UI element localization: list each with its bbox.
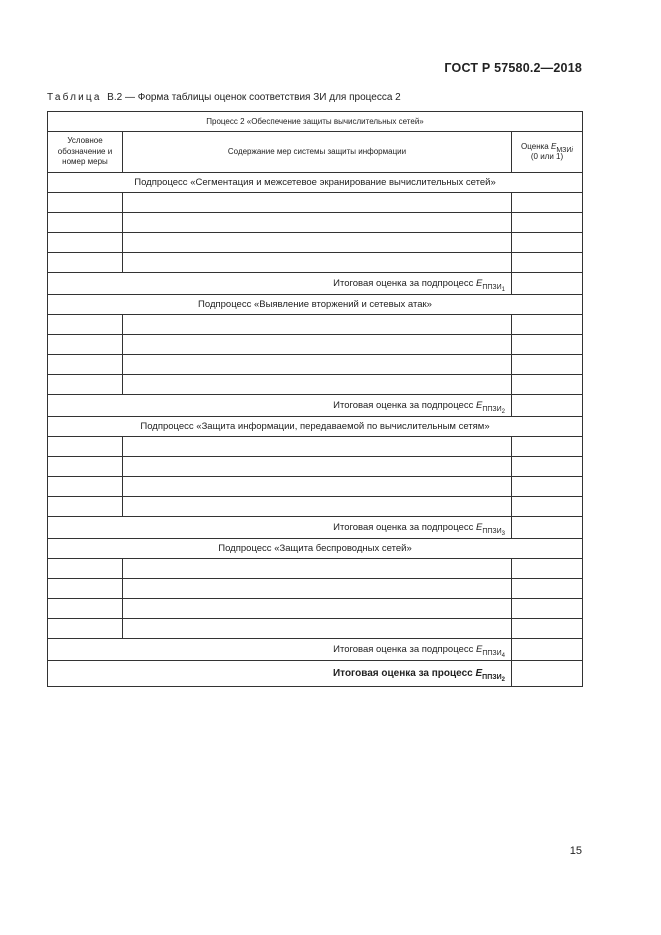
table-caption — [47, 92, 401, 103]
subprocess-row — [48, 173, 583, 193]
content-cell[interactable] — [123, 477, 512, 497]
table-row — [48, 315, 583, 335]
table-row — [48, 193, 583, 213]
score-cell[interactable] — [512, 437, 583, 457]
score-symbol: E — [550, 141, 557, 151]
code-cell[interactable] — [48, 315, 123, 335]
subprocess-total-label: Итоговая оценка за подпроцесс $E_{ППЗИ_2}$ — [48, 395, 512, 417]
table-row — [48, 253, 583, 273]
table-row — [48, 497, 583, 517]
subprocess-row — [48, 295, 583, 315]
score-cell[interactable] — [512, 619, 583, 639]
code-cell[interactable] — [48, 559, 123, 579]
code-cell[interactable] — [48, 457, 123, 477]
score-cell[interactable] — [512, 457, 583, 477]
code-cell[interactable] — [48, 335, 123, 355]
subprocess-total-score[interactable] — [512, 517, 583, 539]
score-subscript: МЗИ — [556, 146, 572, 154]
process-total-score[interactable] — [512, 661, 583, 687]
subprocess-total-label: Итоговая оценка за подпроцесс $E_{ППЗИ_1}$ — [48, 273, 512, 295]
subprocess-total-score[interactable] — [512, 273, 583, 295]
content-cell[interactable] — [123, 619, 512, 639]
content-cell[interactable] — [123, 193, 512, 213]
subprocess-title: Подпроцесс «Защита беспроводных сетей» — [48, 539, 583, 559]
caption-label: Таблица — [47, 92, 102, 103]
table-row — [48, 599, 583, 619]
score-cell[interactable] — [512, 253, 583, 273]
table-row — [48, 559, 583, 579]
code-cell[interactable] — [48, 193, 123, 213]
content-cell[interactable] — [123, 355, 512, 375]
score-subscript-index: i — [571, 146, 573, 154]
score-cell[interactable] — [512, 315, 583, 335]
subprocess-total-score[interactable] — [512, 639, 583, 661]
table-row — [48, 233, 583, 253]
table-row — [48, 477, 583, 497]
content-cell[interactable] — [123, 315, 512, 335]
content-cell[interactable] — [123, 335, 512, 355]
score-cell[interactable] — [512, 233, 583, 253]
content-cell[interactable] — [123, 233, 512, 253]
score-cell[interactable] — [512, 497, 583, 517]
score-range: (0 или 1) — [530, 152, 564, 161]
table-row — [48, 579, 583, 599]
code-cell[interactable] — [48, 355, 123, 375]
caption-number: В.2 — [107, 92, 123, 103]
column-header-code: Условное обозначение и номер меры — [48, 132, 123, 173]
code-cell[interactable] — [48, 233, 123, 253]
code-cell[interactable] — [48, 619, 123, 639]
code-cell[interactable] — [48, 375, 123, 395]
content-cell[interactable] — [123, 253, 512, 273]
table-row — [48, 457, 583, 477]
process-total-label: Итоговая оценка за процесс $E_{ППЗИ_2}$ — [48, 661, 512, 687]
column-header-score — [512, 132, 583, 173]
subprocess-row — [48, 417, 583, 437]
content-cell[interactable] — [123, 599, 512, 619]
content-cell[interactable] — [123, 497, 512, 517]
code-cell[interactable] — [48, 497, 123, 517]
content-cell[interactable] — [123, 375, 512, 395]
subprocess-row — [48, 539, 583, 559]
page-number: 15 — [569, 845, 582, 857]
standard-number: ГОСТ Р 57580.2—2018 — [444, 61, 582, 75]
header-row — [48, 132, 583, 173]
code-cell[interactable] — [48, 253, 123, 273]
content-cell[interactable] — [123, 579, 512, 599]
table-row — [48, 437, 583, 457]
score-cell[interactable] — [512, 375, 583, 395]
process-title-row — [48, 112, 583, 132]
table-row — [48, 619, 583, 639]
code-cell[interactable] — [48, 477, 123, 497]
subprocess-total-label: Итоговая оценка за подпроцесс $E_{ППЗИ_3}$ — [48, 517, 512, 539]
subprocess-title: Подпроцесс «Защита информации, передаваемой по вычислительным сетям» — [48, 417, 583, 437]
caption-text: — Форма таблицы оценок соответствия ЗИ для процесса 2 — [124, 92, 401, 103]
code-cell[interactable] — [48, 599, 123, 619]
code-cell[interactable] — [48, 579, 123, 599]
score-cell[interactable] — [512, 599, 583, 619]
subprocess-total-row — [48, 395, 583, 417]
table-row — [48, 213, 583, 233]
subprocess-total-row — [48, 639, 583, 661]
process-total-row — [48, 661, 583, 687]
table-row — [48, 355, 583, 375]
content-cell[interactable] — [123, 437, 512, 457]
assessment-table — [47, 111, 583, 687]
content-cell[interactable] — [123, 213, 512, 233]
content-cell[interactable] — [123, 457, 512, 477]
column-header-content: Содержание мер системы защиты информации — [123, 132, 512, 173]
score-cell[interactable] — [512, 213, 583, 233]
code-cell[interactable] — [48, 437, 123, 457]
subprocess-total-label: Итоговая оценка за подпроцесс $E_{ППЗИ_4}$ — [48, 639, 512, 661]
process-title: Процесс 2 «Обеспечение защиты вычислительных сетей» — [48, 112, 583, 132]
subprocess-total-row — [48, 517, 583, 539]
table-row — [48, 375, 583, 395]
score-cell[interactable] — [512, 559, 583, 579]
score-prefix: Оценка — [521, 141, 551, 151]
table-row — [48, 335, 583, 355]
subprocess-total-row — [48, 273, 583, 295]
subprocess-title: Подпроцесс «Выявление вторжений и сетевых атак» — [48, 295, 583, 315]
content-cell[interactable] — [123, 559, 512, 579]
subprocess-total-score[interactable] — [512, 395, 583, 417]
code-cell[interactable] — [48, 213, 123, 233]
score-cell[interactable] — [512, 335, 583, 355]
score-cell[interactable] — [512, 193, 583, 213]
subprocess-title: Подпроцесс «Сегментация и межсетевое экранирование вычислительных сетей» — [48, 173, 583, 193]
score-cell[interactable] — [512, 477, 583, 497]
score-cell[interactable] — [512, 579, 583, 599]
score-cell[interactable] — [512, 355, 583, 375]
